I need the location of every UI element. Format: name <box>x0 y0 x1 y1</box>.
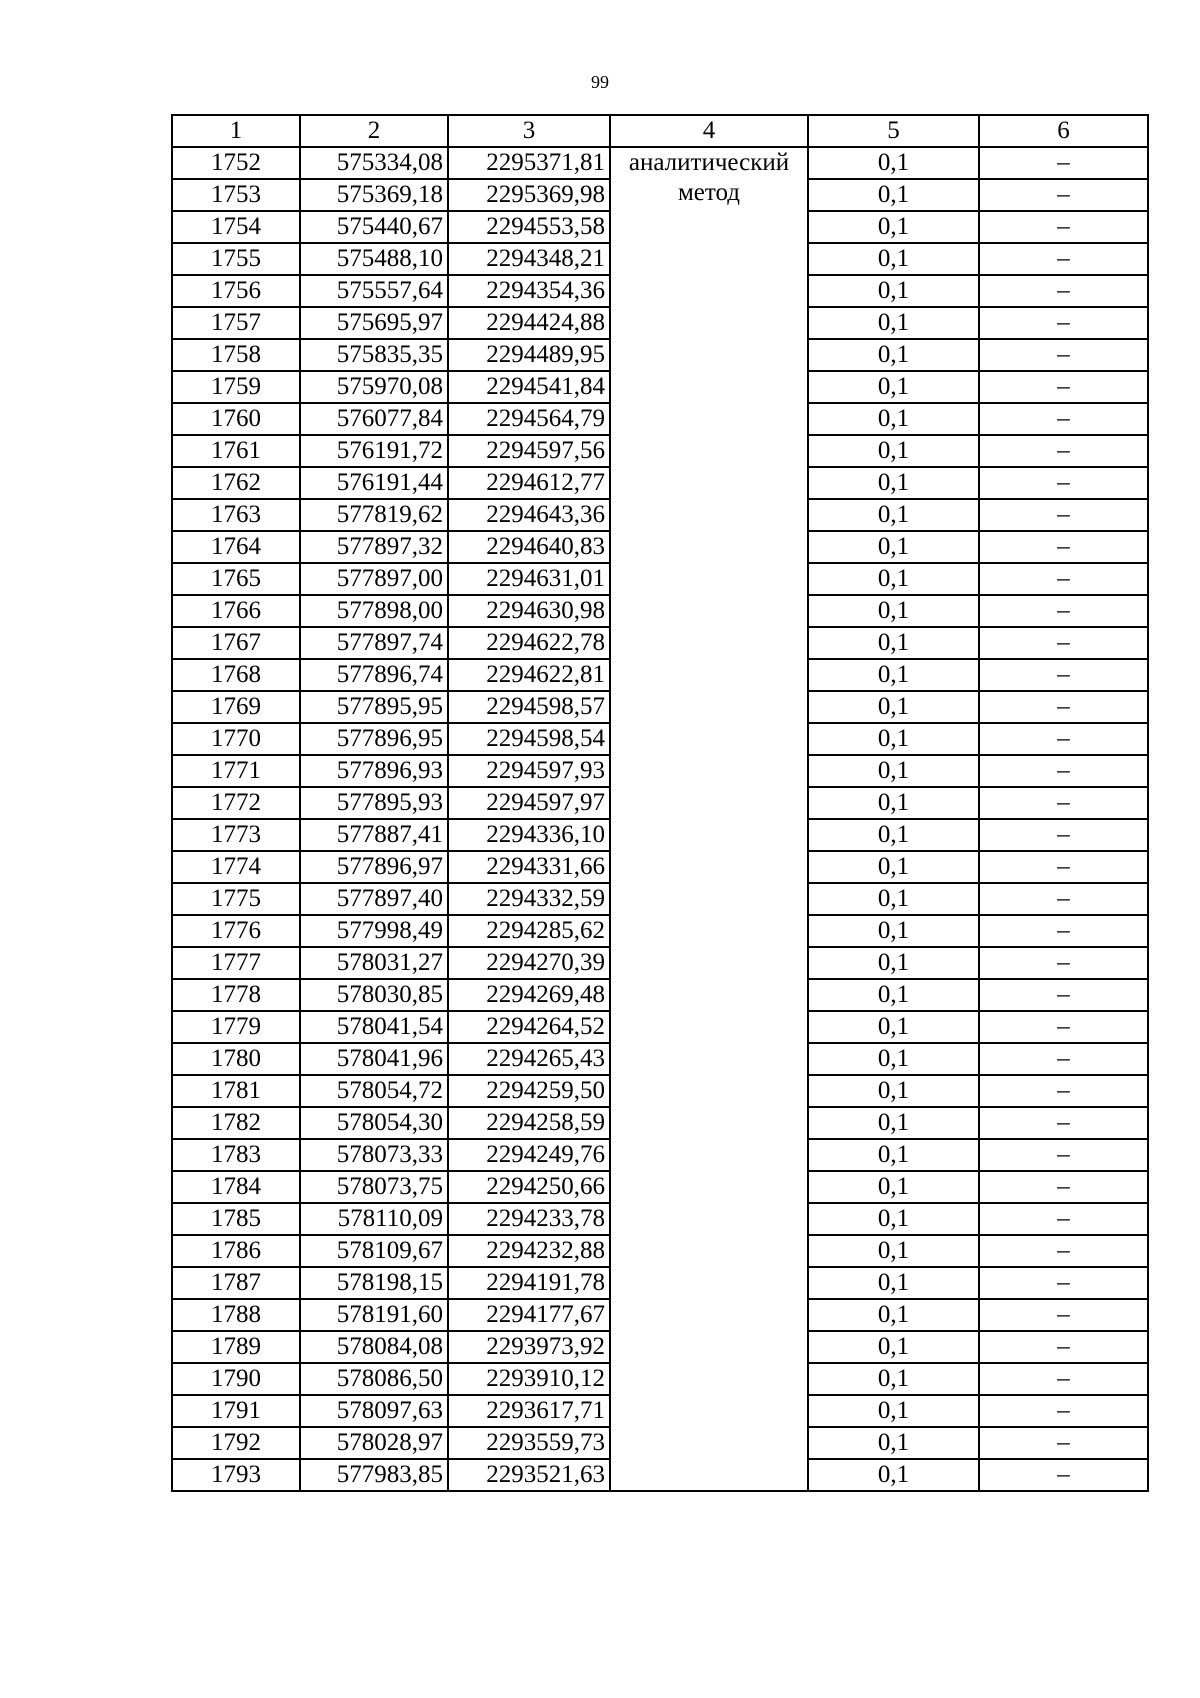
x-coordinate-cell: 578109,67 <box>300 1235 448 1267</box>
note-cell: – <box>979 307 1148 339</box>
x-coordinate-cell: 577998,49 <box>300 915 448 947</box>
note-cell: – <box>979 243 1148 275</box>
x-coordinate-cell: 577897,40 <box>300 883 448 915</box>
accuracy-cell: 0,1 <box>808 627 979 659</box>
x-coordinate-cell: 578054,30 <box>300 1107 448 1139</box>
x-coordinate-cell: 578198,15 <box>300 1267 448 1299</box>
x-coordinate-cell: 577887,41 <box>300 819 448 851</box>
accuracy-cell: 0,1 <box>808 595 979 627</box>
x-coordinate-cell: 576191,72 <box>300 435 448 467</box>
note-cell: – <box>979 403 1148 435</box>
accuracy-cell: 0,1 <box>808 1011 979 1043</box>
x-coordinate-cell: 575334,08 <box>300 147 448 179</box>
note-cell: – <box>979 499 1148 531</box>
point-number-cell: 1777 <box>172 947 300 979</box>
x-coordinate-cell: 575970,08 <box>300 371 448 403</box>
note-cell: – <box>979 1267 1148 1299</box>
x-coordinate-cell: 577819,62 <box>300 499 448 531</box>
point-number-cell: 1758 <box>172 339 300 371</box>
point-number-cell: 1754 <box>172 211 300 243</box>
accuracy-cell: 0,1 <box>808 883 979 915</box>
accuracy-cell: 0,1 <box>808 371 979 403</box>
x-coordinate-cell: 576191,44 <box>300 467 448 499</box>
x-coordinate-cell: 578028,97 <box>300 1427 448 1459</box>
x-coordinate-cell: 578041,96 <box>300 1043 448 1075</box>
note-cell: – <box>979 467 1148 499</box>
y-coordinate-cell: 2294553,58 <box>448 211 610 243</box>
header-cell-1: 1 <box>172 115 300 147</box>
x-coordinate-cell: 578084,08 <box>300 1331 448 1363</box>
accuracy-cell: 0,1 <box>808 1171 979 1203</box>
y-coordinate-cell: 2295369,98 <box>448 179 610 211</box>
point-number-cell: 1779 <box>172 1011 300 1043</box>
note-cell: – <box>979 339 1148 371</box>
point-number-cell: 1757 <box>172 307 300 339</box>
point-number-cell: 1788 <box>172 1299 300 1331</box>
accuracy-cell: 0,1 <box>808 1139 979 1171</box>
header-cell-5: 5 <box>808 115 979 147</box>
accuracy-cell: 0,1 <box>808 691 979 723</box>
point-number-cell: 1759 <box>172 371 300 403</box>
accuracy-cell: 0,1 <box>808 211 979 243</box>
note-cell: – <box>979 147 1148 179</box>
note-cell: – <box>979 1427 1148 1459</box>
note-cell: – <box>979 691 1148 723</box>
note-cell: – <box>979 1075 1148 1107</box>
y-coordinate-cell: 2294541,84 <box>448 371 610 403</box>
note-cell: – <box>979 1139 1148 1171</box>
y-coordinate-cell: 2294264,52 <box>448 1011 610 1043</box>
x-coordinate-cell: 575369,18 <box>300 179 448 211</box>
point-number-cell: 1784 <box>172 1171 300 1203</box>
x-coordinate-cell: 578073,33 <box>300 1139 448 1171</box>
y-coordinate-cell: 2294631,01 <box>448 563 610 595</box>
x-coordinate-cell: 578191,60 <box>300 1299 448 1331</box>
note-cell: – <box>979 1107 1148 1139</box>
point-number-cell: 1771 <box>172 755 300 787</box>
accuracy-cell: 0,1 <box>808 851 979 883</box>
header-cell-6: 6 <box>979 115 1148 147</box>
note-cell: – <box>979 1203 1148 1235</box>
accuracy-cell: 0,1 <box>808 947 979 979</box>
y-coordinate-cell: 2294258,59 <box>448 1107 610 1139</box>
accuracy-cell: 0,1 <box>808 531 979 563</box>
note-cell: – <box>979 371 1148 403</box>
point-number-cell: 1785 <box>172 1203 300 1235</box>
point-number-cell: 1768 <box>172 659 300 691</box>
y-coordinate-cell: 2294597,97 <box>448 787 610 819</box>
accuracy-cell: 0,1 <box>808 723 979 755</box>
point-number-cell: 1781 <box>172 1075 300 1107</box>
accuracy-cell: 0,1 <box>808 1427 979 1459</box>
point-number-cell: 1774 <box>172 851 300 883</box>
point-number-cell: 1783 <box>172 1139 300 1171</box>
accuracy-cell: 0,1 <box>808 1267 979 1299</box>
accuracy-cell: 0,1 <box>808 915 979 947</box>
accuracy-cell: 0,1 <box>808 819 979 851</box>
accuracy-cell: 0,1 <box>808 787 979 819</box>
y-coordinate-cell: 2294643,36 <box>448 499 610 531</box>
accuracy-cell: 0,1 <box>808 755 979 787</box>
x-coordinate-cell: 578031,27 <box>300 947 448 979</box>
y-coordinate-cell: 2294265,43 <box>448 1043 610 1075</box>
y-coordinate-cell: 2294598,54 <box>448 723 610 755</box>
x-coordinate-cell: 578073,75 <box>300 1171 448 1203</box>
x-coordinate-cell: 577896,93 <box>300 755 448 787</box>
accuracy-cell: 0,1 <box>808 179 979 211</box>
y-coordinate-cell: 2293559,73 <box>448 1427 610 1459</box>
accuracy-cell: 0,1 <box>808 307 979 339</box>
x-coordinate-cell: 577896,97 <box>300 851 448 883</box>
note-cell: – <box>979 211 1148 243</box>
point-number-cell: 1787 <box>172 1267 300 1299</box>
accuracy-cell: 0,1 <box>808 1331 979 1363</box>
y-coordinate-cell: 2293617,71 <box>448 1395 610 1427</box>
x-coordinate-cell: 578110,09 <box>300 1203 448 1235</box>
header-cell-2: 2 <box>300 115 448 147</box>
x-coordinate-cell: 575488,10 <box>300 243 448 275</box>
accuracy-cell: 0,1 <box>808 403 979 435</box>
point-number-cell: 1773 <box>172 819 300 851</box>
header-row <box>172 115 1148 147</box>
point-number-cell: 1755 <box>172 243 300 275</box>
y-coordinate-cell: 2294489,95 <box>448 339 610 371</box>
accuracy-cell: 0,1 <box>808 467 979 499</box>
method-line-2: метод <box>677 179 740 206</box>
page-number: 99 <box>591 72 609 92</box>
point-number-cell: 1770 <box>172 723 300 755</box>
y-coordinate-cell: 2295371,81 <box>448 147 610 179</box>
method-cell <box>610 147 808 1491</box>
y-coordinate-cell: 2294424,88 <box>448 307 610 339</box>
y-coordinate-cell: 2293973,92 <box>448 1331 610 1363</box>
accuracy-cell: 0,1 <box>808 339 979 371</box>
point-number-cell: 1775 <box>172 883 300 915</box>
accuracy-cell: 0,1 <box>808 563 979 595</box>
x-coordinate-cell: 578054,72 <box>300 1075 448 1107</box>
y-coordinate-cell: 2294232,88 <box>448 1235 610 1267</box>
x-coordinate-cell: 576077,84 <box>300 403 448 435</box>
note-cell: – <box>979 1299 1148 1331</box>
note-cell: – <box>979 627 1148 659</box>
point-number-cell: 1760 <box>172 403 300 435</box>
y-coordinate-cell: 2294191,78 <box>448 1267 610 1299</box>
accuracy-cell: 0,1 <box>808 659 979 691</box>
point-number-cell: 1752 <box>172 147 300 179</box>
note-cell: – <box>979 1171 1148 1203</box>
note-cell: – <box>979 723 1148 755</box>
y-coordinate-cell: 2294640,83 <box>448 531 610 563</box>
note-cell: – <box>979 595 1148 627</box>
accuracy-cell: 0,1 <box>808 499 979 531</box>
accuracy-cell: 0,1 <box>808 1075 979 1107</box>
x-coordinate-cell: 578030,85 <box>300 979 448 1011</box>
note-cell: – <box>979 435 1148 467</box>
point-number-cell: 1793 <box>172 1459 300 1491</box>
point-number-cell: 1790 <box>172 1363 300 1395</box>
header-cell-4: 4 <box>610 115 808 147</box>
x-coordinate-cell: 575440,67 <box>300 211 448 243</box>
x-coordinate-cell: 577895,95 <box>300 691 448 723</box>
y-coordinate-cell: 2294177,67 <box>448 1299 610 1331</box>
y-coordinate-cell: 2294331,66 <box>448 851 610 883</box>
note-cell: – <box>979 659 1148 691</box>
x-coordinate-cell: 578041,54 <box>300 1011 448 1043</box>
y-coordinate-cell: 2294348,21 <box>448 243 610 275</box>
y-coordinate-cell: 2294336,10 <box>448 819 610 851</box>
y-coordinate-cell: 2294259,50 <box>448 1075 610 1107</box>
note-cell: – <box>979 275 1148 307</box>
point-number-cell: 1764 <box>172 531 300 563</box>
note-cell: – <box>979 1395 1148 1427</box>
x-coordinate-cell: 577897,74 <box>300 627 448 659</box>
x-coordinate-cell: 577896,95 <box>300 723 448 755</box>
y-coordinate-cell: 2294630,98 <box>448 595 610 627</box>
accuracy-cell: 0,1 <box>808 979 979 1011</box>
point-number-cell: 1776 <box>172 915 300 947</box>
point-number-cell: 1786 <box>172 1235 300 1267</box>
accuracy-cell: 0,1 <box>808 1299 979 1331</box>
y-coordinate-cell: 2294354,36 <box>448 275 610 307</box>
x-coordinate-cell: 577896,74 <box>300 659 448 691</box>
x-coordinate-cell: 575557,64 <box>300 275 448 307</box>
header-cell-3: 3 <box>448 115 610 147</box>
point-number-cell: 1791 <box>172 1395 300 1427</box>
y-coordinate-cell: 2294269,48 <box>448 979 610 1011</box>
accuracy-cell: 0,1 <box>808 275 979 307</box>
note-cell: – <box>979 1011 1148 1043</box>
accuracy-cell: 0,1 <box>808 435 979 467</box>
accuracy-cell: 0,1 <box>808 1043 979 1075</box>
y-coordinate-cell: 2294564,79 <box>448 403 610 435</box>
note-cell: – <box>979 1235 1148 1267</box>
y-coordinate-cell: 2294250,66 <box>448 1171 610 1203</box>
y-coordinate-cell: 2294622,78 <box>448 627 610 659</box>
note-cell: – <box>979 1459 1148 1491</box>
note-cell: – <box>979 755 1148 787</box>
accuracy-cell: 0,1 <box>808 1395 979 1427</box>
note-cell: – <box>979 947 1148 979</box>
note-cell: – <box>979 1331 1148 1363</box>
note-cell: – <box>979 819 1148 851</box>
point-number-cell: 1772 <box>172 787 300 819</box>
accuracy-cell: 0,1 <box>808 1203 979 1235</box>
point-number-cell: 1769 <box>172 691 300 723</box>
y-coordinate-cell: 2293521,63 <box>448 1459 610 1491</box>
note-cell: – <box>979 1363 1148 1395</box>
point-number-cell: 1766 <box>172 595 300 627</box>
note-cell: – <box>979 883 1148 915</box>
note-cell: – <box>979 179 1148 211</box>
y-coordinate-cell: 2294285,62 <box>448 915 610 947</box>
note-cell: – <box>979 915 1148 947</box>
point-number-cell: 1762 <box>172 467 300 499</box>
accuracy-cell: 0,1 <box>808 243 979 275</box>
note-cell: – <box>979 787 1148 819</box>
y-coordinate-cell: 2294612,77 <box>448 467 610 499</box>
table-row <box>172 147 1148 179</box>
x-coordinate-cell: 577983,85 <box>300 1459 448 1491</box>
note-cell: – <box>979 531 1148 563</box>
x-coordinate-cell: 577897,32 <box>300 531 448 563</box>
point-number-cell: 1782 <box>172 1107 300 1139</box>
x-coordinate-cell: 575835,35 <box>300 339 448 371</box>
point-number-cell: 1756 <box>172 275 300 307</box>
accuracy-cell: 0,1 <box>808 1459 979 1491</box>
y-coordinate-cell: 2294597,93 <box>448 755 610 787</box>
x-coordinate-cell: 575695,97 <box>300 307 448 339</box>
point-number-cell: 1778 <box>172 979 300 1011</box>
point-number-cell: 1761 <box>172 435 300 467</box>
accuracy-cell: 0,1 <box>808 1363 979 1395</box>
x-coordinate-cell: 578086,50 <box>300 1363 448 1395</box>
coordinates-table <box>171 114 1149 1492</box>
coordinates-table-body <box>172 115 1148 1491</box>
y-coordinate-cell: 2294622,81 <box>448 659 610 691</box>
note-cell: – <box>979 1043 1148 1075</box>
x-coordinate-cell: 577897,00 <box>300 563 448 595</box>
y-coordinate-cell: 2294249,76 <box>448 1139 610 1171</box>
y-coordinate-cell: 2294233,78 <box>448 1203 610 1235</box>
point-number-cell: 1765 <box>172 563 300 595</box>
point-number-cell: 1753 <box>172 179 300 211</box>
point-number-cell: 1789 <box>172 1331 300 1363</box>
note-cell: – <box>979 851 1148 883</box>
point-number-cell: 1763 <box>172 499 300 531</box>
accuracy-cell: 0,1 <box>808 1107 979 1139</box>
point-number-cell: 1780 <box>172 1043 300 1075</box>
note-cell: – <box>979 979 1148 1011</box>
method-line-1: аналитический <box>628 149 790 176</box>
x-coordinate-cell: 577895,93 <box>300 787 448 819</box>
y-coordinate-cell: 2294598,57 <box>448 691 610 723</box>
accuracy-cell: 0,1 <box>808 1235 979 1267</box>
note-cell: – <box>979 563 1148 595</box>
y-coordinate-cell: 2294332,59 <box>448 883 610 915</box>
accuracy-cell: 0,1 <box>808 147 979 179</box>
y-coordinate-cell: 2293910,12 <box>448 1363 610 1395</box>
x-coordinate-cell: 578097,63 <box>300 1395 448 1427</box>
point-number-cell: 1767 <box>172 627 300 659</box>
point-number-cell: 1792 <box>172 1427 300 1459</box>
y-coordinate-cell: 2294270,39 <box>448 947 610 979</box>
x-coordinate-cell: 577898,00 <box>300 595 448 627</box>
y-coordinate-cell: 2294597,56 <box>448 435 610 467</box>
